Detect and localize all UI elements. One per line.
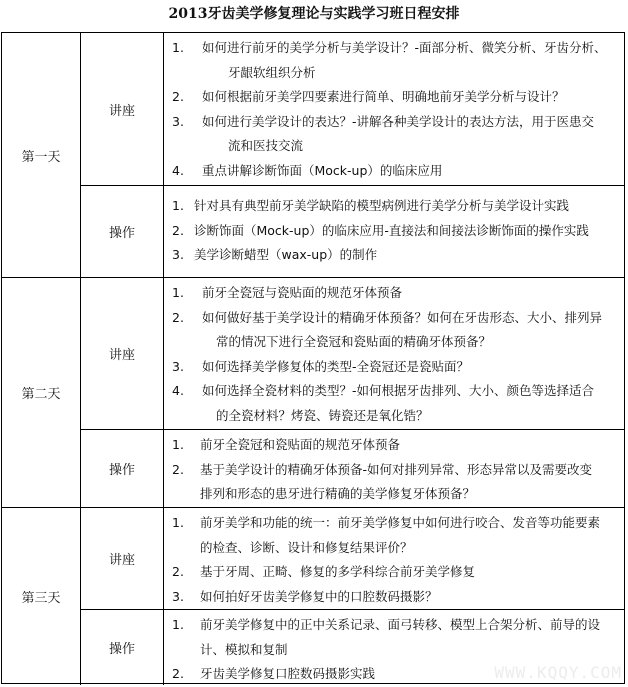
item-text-continued: 的全瓷材料？烤瓷、铸瓷还是氧化锆？ (216, 407, 429, 423)
item-text-continued: 排列和形态的患牙进行精确的美学修复牙体预备？ (200, 486, 476, 501)
item-number: 1. (172, 40, 184, 55)
item-text-continued: 流和医技交流 (228, 138, 304, 153)
day-1-lecture-label: 讲座 (81, 33, 164, 186)
list-item (172, 306, 616, 355)
day-2-operation-label: 操作 (81, 430, 164, 508)
item-number: 1. (172, 198, 184, 213)
item-number: 4. (172, 383, 184, 398)
day-1-operation-label: 操作 (81, 186, 164, 278)
item-number: 4. (172, 162, 184, 178)
item-number: 2. (172, 89, 184, 104)
list-item (172, 355, 616, 380)
item-text: 诊断饰面（Mock-up）的临床应用-直接法和间接法诊断饰面的操作实践 (194, 222, 589, 238)
item-text: 前牙美学修复中的正中关系记录、面弓转移、模型上合架分析、前导的设 (200, 617, 601, 632)
item-text-continued: 的检查、诊断、设计和修复结果评价？ (200, 539, 413, 555)
item-number: 3. (172, 247, 184, 262)
day-3-lecture-label: 讲座 (81, 508, 164, 610)
item-text: 美学诊断蜡型（wax-up）的制作 (194, 247, 378, 262)
item-text-continued: 常的情况下进行全瓷冠和瓷贴面的精确牙体预备？ (216, 334, 492, 349)
item-text-continued: 计、模拟和复制 (200, 641, 288, 657)
document-title: 2013牙齿美学修复理论与实践学习班日程安排 (168, 6, 460, 22)
day-3-lecture-content (164, 508, 624, 610)
day-1-label: 第一天 (2, 33, 81, 278)
schedule-table (1, 32, 625, 684)
item-number: 1. (172, 515, 184, 530)
item-number: 1. (172, 285, 184, 300)
item-text: 如何进行前牙的美学分析与美学设计？-面部分析、微笑分析、牙齿分析、 (202, 40, 607, 55)
item-number: 1. (172, 617, 184, 632)
day-3-operation-label: 操作 (81, 610, 164, 685)
day-1-operation-content (164, 186, 624, 278)
item-text: 如何拍好牙齿美学修复中的口腔数码摄影？ (200, 588, 438, 604)
item-text: 基于美学设计的精确牙体预备-如何对排列异常、形态异常以及需要改变 (200, 461, 593, 477)
item-number: 2. (172, 222, 184, 238)
list-item (172, 281, 616, 306)
item-text: 如何根据前牙美学四要素进行简单、明确地前牙美学分析与设计？ (202, 89, 565, 104)
item-text: 重点讲解诊断饰面（Mock-up）的临床应用 (202, 162, 443, 178)
list-item (172, 194, 616, 219)
list-item (172, 85, 616, 110)
list-item (172, 585, 616, 610)
item-text-continued: 牙龈软组织分析 (228, 64, 316, 80)
item-number: 3. (172, 358, 184, 374)
day-2-lecture-label: 讲座 (81, 278, 164, 430)
day-3-label: 第三天 (2, 508, 81, 685)
list-item (172, 379, 616, 428)
item-text: 如何选择美学修复体的类型-全瓷冠还是瓷贴面？ (202, 358, 470, 374)
item-text: 如何做好基于美学设计的精确牙体预备？如何在牙齿形态、大小、排列异 (202, 309, 603, 325)
list-item (172, 159, 616, 184)
item-number: 2. (172, 461, 184, 477)
list-item (172, 219, 616, 244)
item-text: 前牙全瓷冠和瓷贴面的规范牙体预备 (200, 437, 401, 452)
item-number: 3. (172, 588, 184, 604)
list-item (172, 36, 616, 85)
watermark: WWW.KQQY.COM (494, 663, 622, 682)
list-item (172, 458, 616, 507)
item-number: 1. (172, 437, 184, 452)
item-text: 前牙美学和功能的统一：前牙美学修复中如何进行咬合、发音等功能要素 (200, 515, 601, 530)
list-item (172, 560, 616, 585)
day-2-label: 第二天 (2, 278, 81, 508)
day-2-lecture-content (164, 278, 624, 430)
item-text: 针对具有典型前牙美学缺陷的模型病例进行美学分析与美学设计实践 (194, 198, 570, 213)
list-item (172, 243, 616, 268)
day-2-operation-content (164, 430, 624, 508)
item-number: 2. (172, 564, 184, 579)
list-item (172, 511, 616, 560)
item-number: 3. (172, 113, 184, 129)
item-number: 2. (172, 309, 184, 325)
day-1-lecture-content (164, 33, 624, 186)
list-item (172, 110, 616, 159)
item-text: 如何选择全瓷材料的类型？-如何根据牙齿排列、大小、颜色等选择适合 (202, 383, 595, 398)
item-text: 如何进行美学设计的表达？-讲解各种美学设计的表达方法，用于医患交 (202, 113, 595, 129)
item-text: 牙齿美学修复口腔数码摄影实践 (200, 666, 376, 681)
item-text: 基于牙周、正畸、修复的多学科综合前牙美学修复 (200, 564, 476, 579)
item-text: 前牙全瓷冠与瓷贴面的规范牙体预备 (202, 285, 403, 300)
item-number: 2. (172, 666, 184, 681)
list-item (172, 613, 616, 662)
list-item (172, 433, 616, 458)
